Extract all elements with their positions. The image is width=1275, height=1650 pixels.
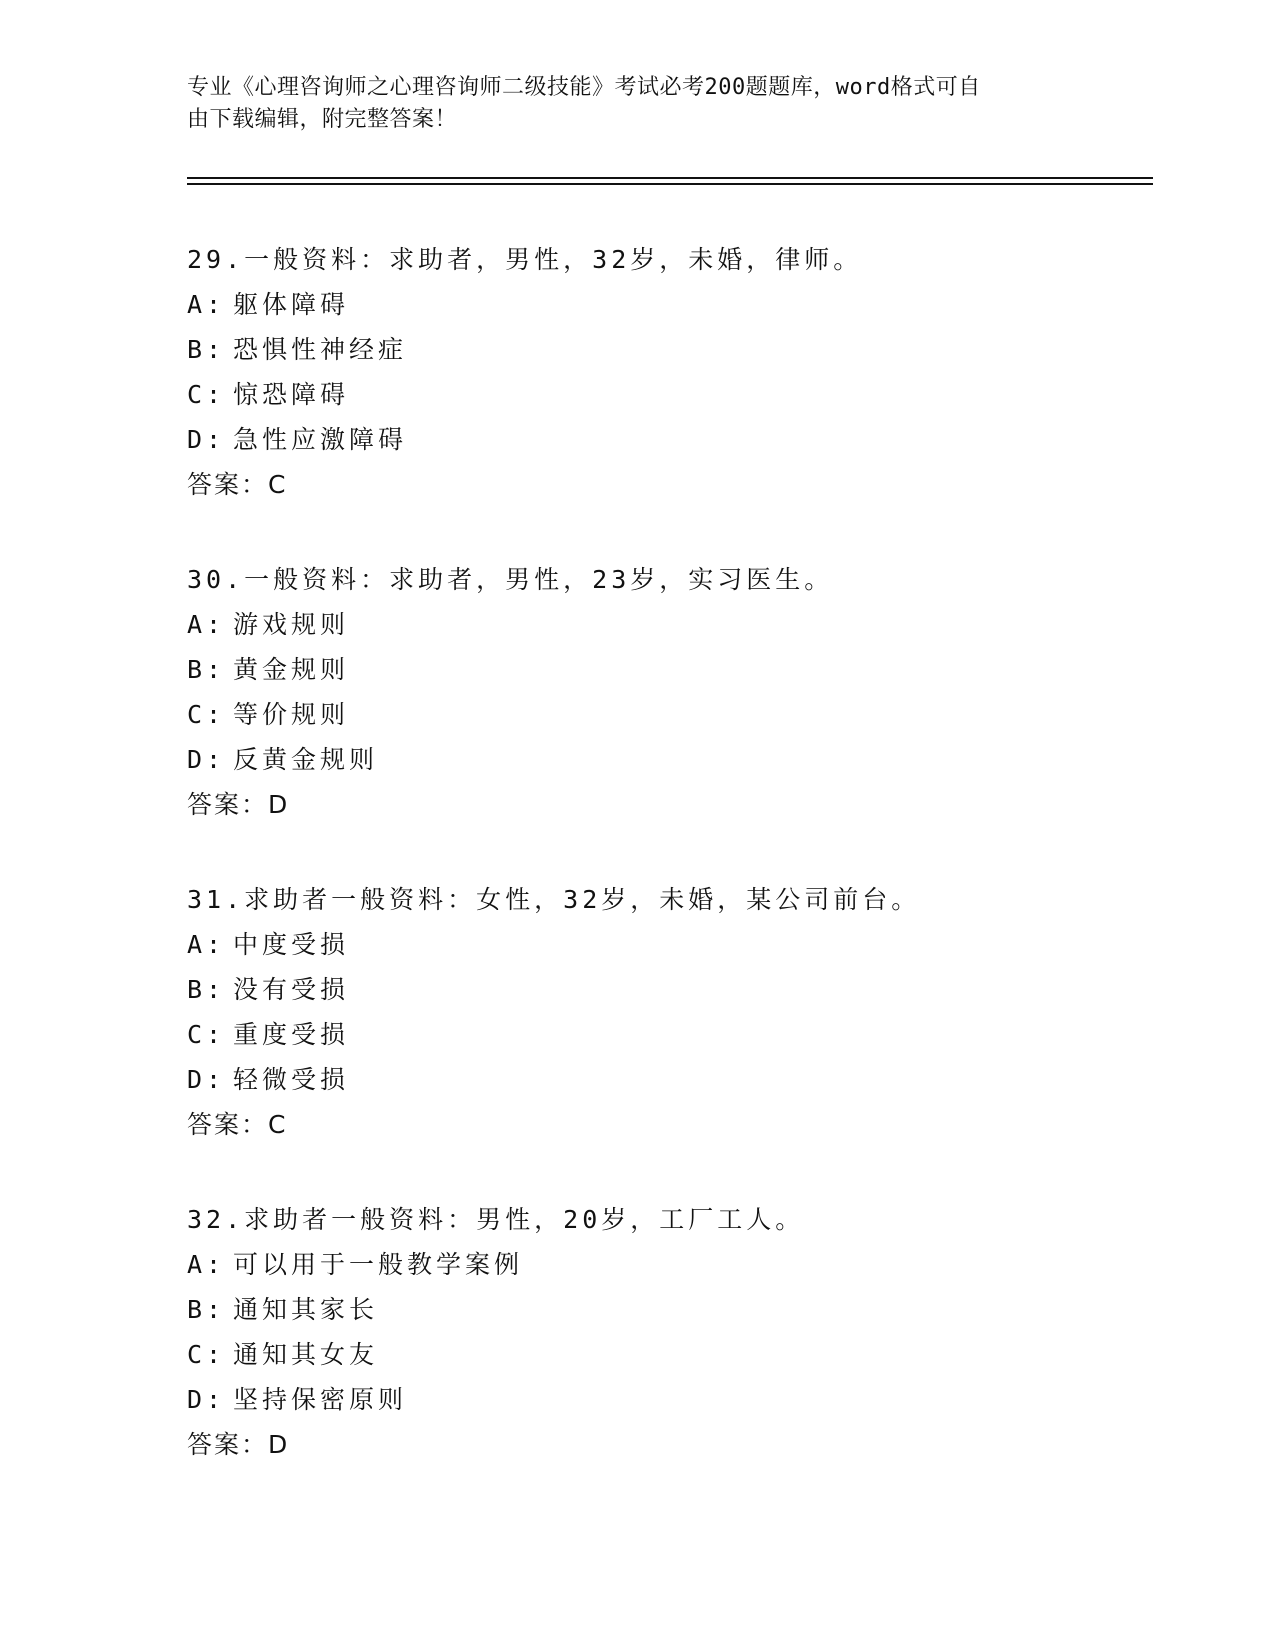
option-text: 等价规则 xyxy=(233,700,350,729)
answer-line: 答案：C xyxy=(187,470,288,499)
option-d xyxy=(187,1057,1147,1102)
question-31 xyxy=(187,877,1147,1147)
document-header xyxy=(187,72,1067,136)
option-c xyxy=(187,1012,1147,1057)
option-text: 急性应激障碍 xyxy=(233,425,408,454)
option-letter: C: xyxy=(187,700,226,729)
option-text: 轻微受损 xyxy=(233,1065,350,1094)
question-stem: 30.一般资料：求助者，男性，23岁，实习医生。 xyxy=(187,565,834,594)
question-32 xyxy=(187,1197,1147,1467)
option-a xyxy=(187,1242,1147,1287)
option-letter: B: xyxy=(187,1295,226,1324)
option-d xyxy=(187,417,1147,462)
option-text: 通知其家长 xyxy=(233,1295,379,1324)
option-letter: A: xyxy=(187,1250,226,1279)
option-text: 反黄金规则 xyxy=(233,745,379,774)
option-c xyxy=(187,372,1147,417)
option-letter: C: xyxy=(187,380,226,409)
option-a xyxy=(187,922,1147,967)
option-b xyxy=(187,647,1147,692)
option-letter: D: xyxy=(187,1385,226,1414)
option-letter: C: xyxy=(187,1020,226,1049)
question-stem: 29.一般资料：求助者，男性，32岁，未婚，律师。 xyxy=(187,245,863,274)
option-letter: D: xyxy=(187,745,226,774)
option-letter: B: xyxy=(187,335,226,364)
option-text: 躯体障碍 xyxy=(233,290,350,319)
question-stem: 32.求助者一般资料：男性，20岁，工厂工人。 xyxy=(187,1205,805,1234)
option-letter: D: xyxy=(187,1065,226,1094)
option-b xyxy=(187,1287,1147,1332)
option-a xyxy=(187,282,1147,327)
option-text: 可以用于一般教学案例 xyxy=(233,1250,524,1279)
answer-line: 答案：D xyxy=(187,1430,290,1459)
option-d xyxy=(187,737,1147,782)
option-letter: A: xyxy=(187,610,226,639)
option-text: 通知其女友 xyxy=(233,1340,379,1369)
question-30 xyxy=(187,557,1147,827)
option-b xyxy=(187,327,1147,372)
option-text: 重度受损 xyxy=(233,1020,350,1049)
header-line-2: 由下载编辑，附完整答案！ xyxy=(187,107,458,132)
answer-line: 答案：C xyxy=(187,1110,288,1139)
question-stem: 31.求助者一般资料：女性，32岁，未婚，某公司前台。 xyxy=(187,885,921,914)
option-d xyxy=(187,1377,1147,1422)
header-divider-top xyxy=(187,177,1153,179)
option-a xyxy=(187,602,1147,647)
option-text: 没有受损 xyxy=(233,975,350,1004)
option-text: 恐惧性神经症 xyxy=(233,335,408,364)
option-c xyxy=(187,692,1147,737)
question-29 xyxy=(187,237,1147,507)
answer-line: 答案：D xyxy=(187,790,290,819)
option-b xyxy=(187,967,1147,1012)
option-letter: D: xyxy=(187,425,226,454)
option-text: 黄金规则 xyxy=(233,655,350,684)
question-list xyxy=(187,237,1147,1517)
option-c xyxy=(187,1332,1147,1377)
option-letter: B: xyxy=(187,975,226,1004)
option-text: 坚持保密原则 xyxy=(233,1385,408,1414)
option-text: 中度受损 xyxy=(233,930,350,959)
option-letter: A: xyxy=(187,930,226,959)
option-letter: A: xyxy=(187,290,226,319)
option-letter: B: xyxy=(187,655,226,684)
header-line-1: 专业《心理咨询师之心理咨询师二级技能》考试必考200题题库，word格式可自 xyxy=(187,75,981,100)
header-divider-bottom xyxy=(187,183,1153,185)
option-letter: C: xyxy=(187,1340,226,1369)
option-text: 游戏规则 xyxy=(233,610,350,639)
option-text: 惊恐障碍 xyxy=(233,380,350,409)
